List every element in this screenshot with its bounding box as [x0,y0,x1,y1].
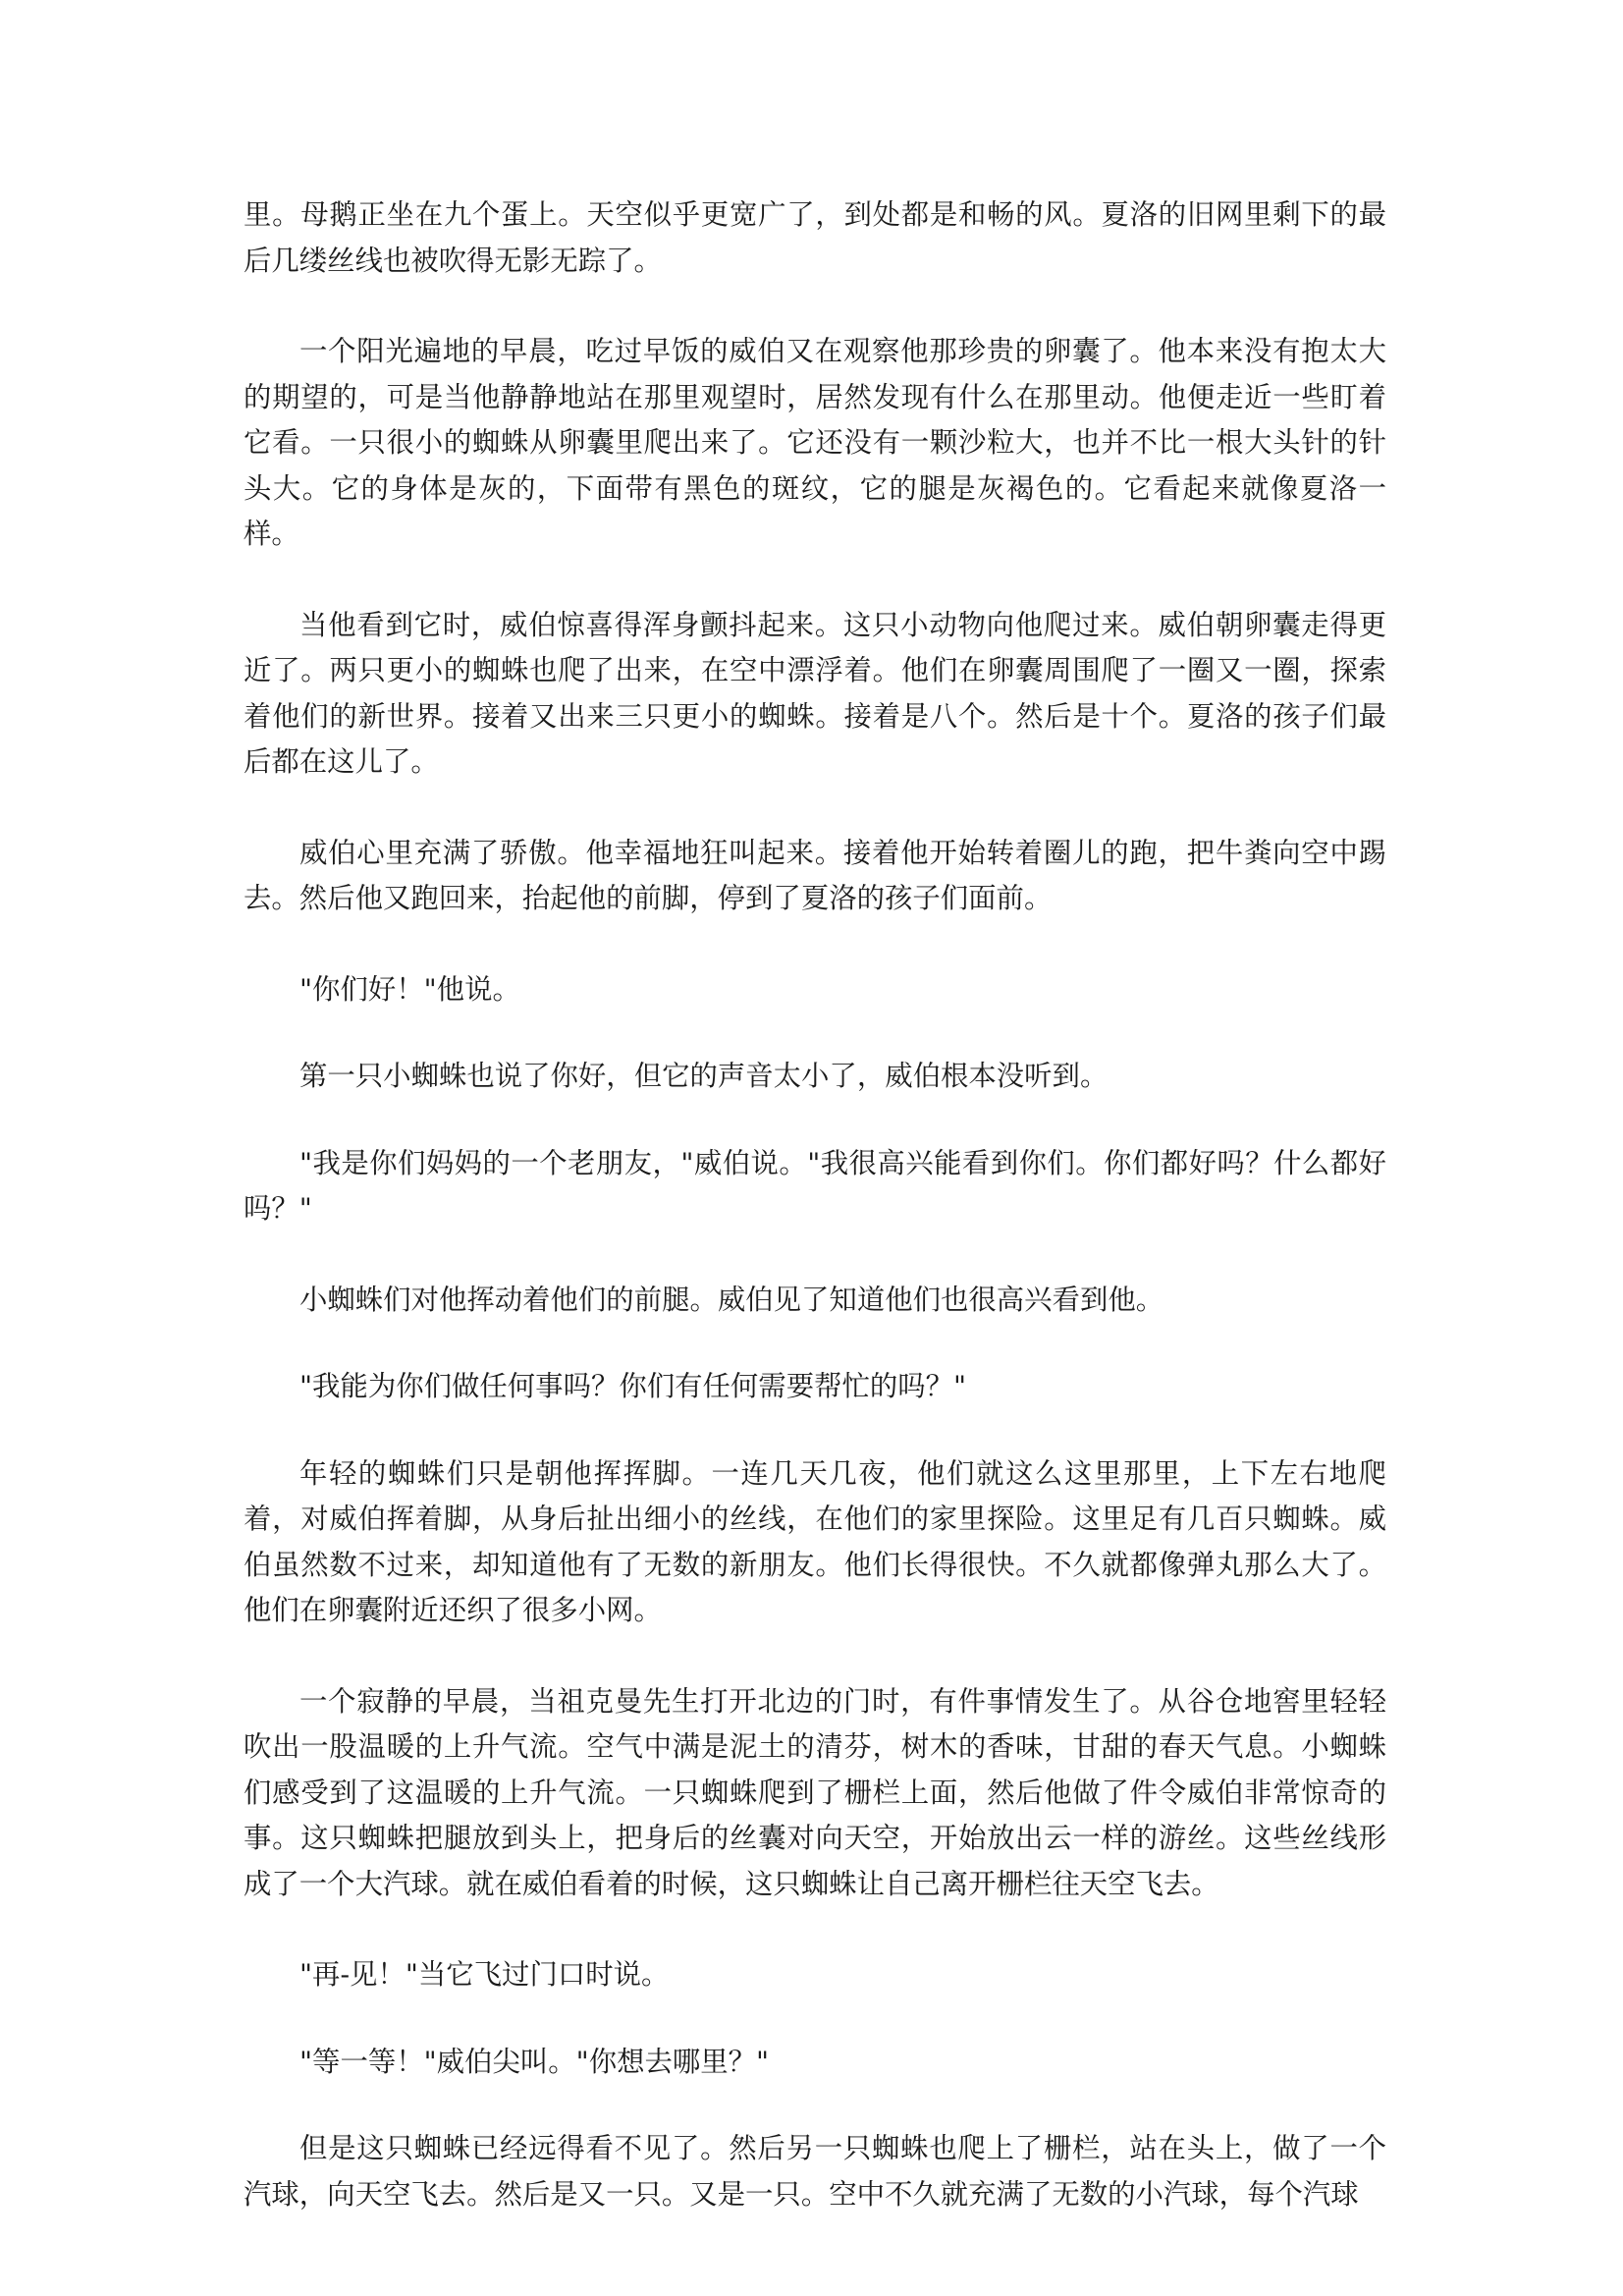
paragraph-4: 威伯心里充满了骄傲。他幸福地狂叫起来。接着他开始转着圈儿的跑，把牛粪向空中踢去。然后他又跑回来，抬起他的前脚，停到了夏洛的孩子们面前。 [243,836,1386,914]
document-body [243,192,1386,2263]
paragraph-8: 小蜘蛛们对他挥动着他们的前腿。威伯见了知道他们也很高兴看到他。 [299,1283,1164,1316]
paragraph-14: 但是这只蜘蛛已经远得看不见了。然后另一只蜘蛛也爬上了栅栏，站在头上，做了一个汽球，向天空飞去。然后是又一只。又是一只。空中不久就充满了无数的小汽球，每个汽球 [243,2132,1386,2211]
paragraph-9: "我能为你们做任何事吗？你们有任何需要帮忙的吗？" [299,1370,967,1402]
paragraph-12: "再-见！"当它飞过门口时说。 [299,1958,670,1991]
paragraph-1: 里。母鹅正坐在九个蛋上。天空似乎更宽广了，到处都是和畅的风。夏洛的旧网里剩下的最后几缕丝线也被吹得无影无踪了。 [243,198,1386,277]
paragraph-5: "你们好！"他说。 [299,972,520,1006]
paragraph-10: 年轻的蜘蛛们只是朝他挥挥脚。一连几天几夜，他们就这么这里那里，上下左右地爬着，对威伯挥着脚，从身后扯出细小的丝线，在他们的家里探险。这里足有几百只蜘蛛。威伯虽然数不过来，却知道他有了无数的新朋友。他们长得很快。不久就都像弹丸那么大了。他们在卵囊附近还织了很多小网。 [243,1456,1386,1626]
paragraph-13: "等一等！"威伯尖叫。"你想去哪里？" [299,2045,770,2078]
paragraph-3: 当他看到它时，威伯惊喜得浑身颤抖起来。这只小动物向他爬过来。威伯朝卵囊走得更近了。两只更小的蜘蛛也爬了出来，在空中漂浮着。他们在卵囊周围爬了一圈又一圈，探索着他们的新世界。接着又出来三只更小的蜘蛛。接着是八个。然后是十个。夏洛的孩子们最后都在这儿了。 [243,608,1386,778]
paragraph-2: 一个阳光遍地的早晨，吃过早饭的威伯又在观察他那珍贵的卵囊了。他本来没有抱太大的期望的，可是当他静静地站在那里观望时，居然发现有什么在那里动。他便走近一些盯着它看。一只很小的蜘蛛从卵囊里爬出来了。它还没有一颗沙粒大，也并不比一根大头针的针头大。它的身体是灰的，下面带有黑色的斑纹，它的腿是灰褐色的。它看起来就像夏洛一样。 [243,335,1386,550]
paragraph-7: "我是你们妈妈的一个老朋友，"威伯说。"我很高兴能看到你们。你们都好吗？什么都好吗？" [243,1146,1386,1225]
paragraph-6: 第一只小蜘蛛也说了你好，但它的声音太小了，威伯根本没听到。 [299,1060,1109,1092]
paragraph-11: 一个寂静的早晨，当祖克曼先生打开北边的门时，有件事情发生了。从谷仓地窖里轻轻吹出一股温暖的上升气流。空气中满是泥土的清芬，树木的香味，甘甜的春天气息。小蜘蛛们感受到了这温暖的上升气流。一只蜘蛛爬到了栅栏上面，然后他做了件令威伯非常惊奇的事。这只蜘蛛把腿放到头上，把身后的丝囊对向天空，开始放出云一样的游丝。这些丝线形成了一个大汽球。就在威伯看着的时候，这只蜘蛛让自己离开栅栏往天空飞去。 [243,1684,1386,1900]
